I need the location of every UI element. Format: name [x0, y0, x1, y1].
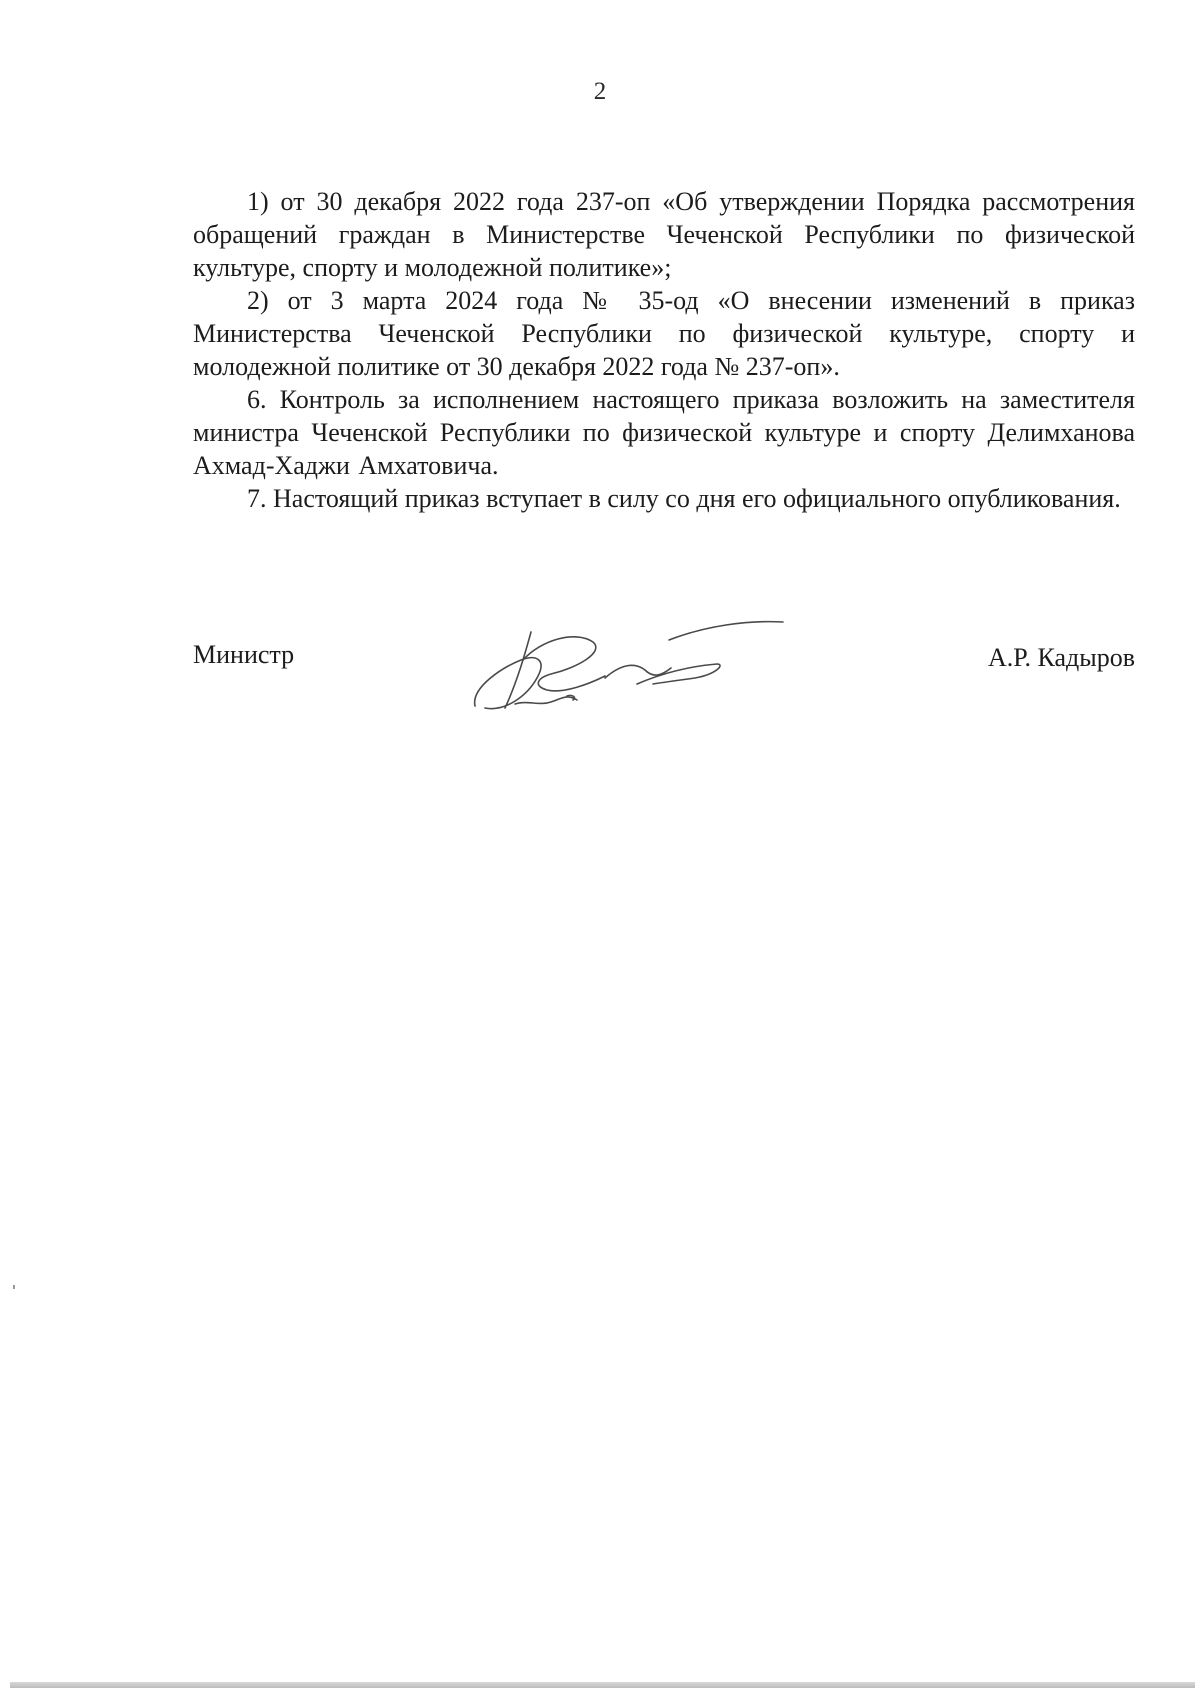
paragraph-item-1: 1) от 30 декабря 2022 года 237-оп «Об утверждении Порядка рассмотрения обращений граждан в Министерстве Чеченской Республики по физической культуре, спорту и молодежной политике»; — [193, 187, 1135, 282]
scan-bottom-edge — [10, 1682, 1195, 1688]
signature-block — [193, 590, 1135, 720]
paragraph-effect: 7. Настоящий приказ вступает в силу со дня его официального опубликования. — [247, 484, 1121, 513]
paragraph-item-2: 2) от 3 марта 2024 года № 35-од «О внесении изменений в приказ Министерства Чеченской Республики по физической культуре, спорту и молодежной политике от 30 декабря 2022 года № 237-оп». — [193, 286, 1135, 381]
page-number: 2 — [593, 78, 607, 105]
scan-speck — [13, 1285, 15, 1289]
handwritten-signature — [455, 590, 795, 720]
signatory-title: Министр — [193, 640, 295, 669]
document-body — [193, 185, 1135, 515]
signatory-name: А.Р. Кадыров — [988, 643, 1135, 672]
paragraph-control: 6. Контроль за исполнением настоящего приказа возложить на заместителя министра Чеченской Республики по физической культуре и спорту Делимханова Ахмад-Хаджи Амхатовича. — [193, 385, 1135, 480]
